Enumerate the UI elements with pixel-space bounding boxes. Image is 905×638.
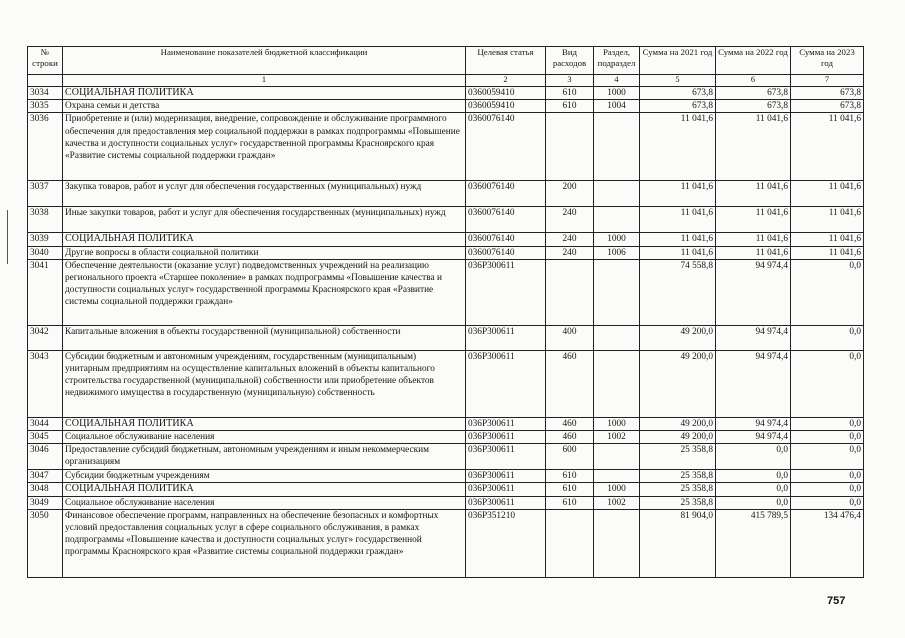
- header-sum-2022: Сумма на 2022 год: [716, 47, 791, 75]
- row-number-cell: 3035: [28, 100, 63, 113]
- target-article-cell: 036P351210: [466, 509, 546, 577]
- sum-2021-cell: 11 041,6: [640, 113, 716, 181]
- target-article-cell: 036P300611: [466, 470, 546, 483]
- row-number-cell: 3036: [28, 113, 63, 181]
- table-row: [28, 246, 864, 259]
- column-number: 2: [466, 75, 546, 87]
- indicator-name-cell: СОЦИАЛЬНАЯ ПОЛИТИКА: [63, 483, 466, 496]
- expense-type-cell: 610: [546, 470, 594, 483]
- sum-2022-cell: 11 041,6: [716, 113, 791, 181]
- target-article-cell: 036P300611: [466, 325, 546, 350]
- column-number: 3: [546, 75, 594, 87]
- target-article-cell: 036P300611: [466, 350, 546, 417]
- table-row: [28, 113, 864, 181]
- expense-type-cell: [546, 509, 594, 577]
- column-number: 7: [791, 75, 864, 87]
- sum-2022-cell: 11 041,6: [716, 207, 791, 233]
- target-article-cell: 036P300611: [466, 431, 546, 444]
- section-code-cell: 1000: [594, 417, 640, 430]
- indicator-name-cell: Финансовое обеспечение программ, направленных на обеспечение безопасных и комфортных условий предоставления социальных услуг в сфере социального обслуживания, в рамках подпрограммы «Повышение качества и доступности социальных услуг» государственной программы Красноярского края «Развитие системы социальной поддержки граждан»: [63, 509, 466, 577]
- sum-2022-cell: 94 974,4: [716, 417, 791, 430]
- row-number-cell: 3041: [28, 259, 63, 325]
- expense-type-cell: 240: [546, 233, 594, 246]
- sum-2023-cell: 11 041,6: [791, 233, 864, 246]
- target-article-cell: 0360059410: [466, 87, 546, 100]
- sum-2023-cell: 11 041,6: [791, 113, 864, 181]
- header-sum-2023: Сумма на 2023 год: [791, 47, 864, 75]
- section-code-cell: [594, 444, 640, 470]
- expense-type-cell: [546, 113, 594, 181]
- header-section: Раздел, подраздел: [594, 47, 640, 75]
- sum-2021-cell: 11 041,6: [640, 207, 716, 233]
- table-row: [28, 470, 864, 483]
- section-code-cell: [594, 470, 640, 483]
- section-code-cell: 1000: [594, 233, 640, 246]
- header-expense-type: Вид расходов: [546, 47, 594, 75]
- sum-2023-cell: 0,0: [791, 470, 864, 483]
- expense-type-cell: 610: [546, 496, 594, 509]
- budget-sheet: [27, 46, 864, 578]
- sum-2021-cell: 673,8: [640, 100, 716, 113]
- indicator-name-cell: Закупка товаров, работ и услуг для обеспечения государственных (муниципальных) нужд: [63, 181, 466, 207]
- indicator-name-cell: СОЦИАЛЬНАЯ ПОЛИТИКА: [63, 417, 466, 430]
- sum-2021-cell: 81 904,0: [640, 509, 716, 577]
- indicator-name-cell: Субсидии бюджетным учреждениям: [63, 470, 466, 483]
- sum-2022-cell: 0,0: [716, 444, 791, 470]
- column-number: 6: [716, 75, 791, 87]
- section-code-cell: 1004: [594, 100, 640, 113]
- indicator-name-cell: Охрана семьи и детства: [63, 100, 466, 113]
- header-target-article: Целевая статья: [466, 47, 546, 75]
- indicator-name-cell: Другие вопросы в области социальной политики: [63, 246, 466, 259]
- header-row-number: № строки: [28, 47, 63, 75]
- table-row: [28, 233, 864, 246]
- sum-2022-cell: 94 974,4: [716, 259, 791, 325]
- expense-type-cell: 460: [546, 350, 594, 417]
- indicator-name-cell: Социальное обслуживание населения: [63, 431, 466, 444]
- row-number-cell: 3048: [28, 483, 63, 496]
- column-number: 1: [63, 75, 466, 87]
- indicator-name-cell: Приобретение и (или) модернизация, внедрение, сопровождение и обслуживание программного обеспечения для предоставления мер социальной поддержки в рамках подпрограммы «Повышение качества и доступности социальных услуг» государственной программы Красноярского края «Развитие системы социальной поддержки граждан»: [63, 113, 466, 181]
- scan-margin-mark: [7, 210, 8, 264]
- sum-2022-cell: 0,0: [716, 496, 791, 509]
- sum-2022-cell: 94 974,4: [716, 325, 791, 350]
- sum-2022-cell: 0,0: [716, 483, 791, 496]
- section-code-cell: 1002: [594, 431, 640, 444]
- target-article-cell: 0360076140: [466, 207, 546, 233]
- row-number-cell: 3037: [28, 181, 63, 207]
- header-row: [28, 47, 864, 75]
- row-number-cell: 3042: [28, 325, 63, 350]
- table-row: [28, 207, 864, 233]
- table-row: [28, 181, 864, 207]
- target-article-cell: 036P300611: [466, 259, 546, 325]
- sum-2021-cell: 25 358,8: [640, 444, 716, 470]
- row-number-cell: 3038: [28, 207, 63, 233]
- row-number-cell: 3046: [28, 444, 63, 470]
- sum-2021-cell: 49 200,0: [640, 350, 716, 417]
- indicator-name-cell: Иные закупки товаров, работ и услуг для обеспечения государственных (муниципальных) нужд: [63, 207, 466, 233]
- row-number-cell: 3049: [28, 496, 63, 509]
- indicator-name-cell: Социальное обслуживание населения: [63, 496, 466, 509]
- sum-2021-cell: 673,8: [640, 87, 716, 100]
- table-row: [28, 100, 864, 113]
- table-row: [28, 496, 864, 509]
- sum-2021-cell: 74 558,8: [640, 259, 716, 325]
- sum-2022-cell: 0,0: [716, 470, 791, 483]
- sum-2023-cell: 0,0: [791, 483, 864, 496]
- sum-2022-cell: 11 041,6: [716, 181, 791, 207]
- sum-2021-cell: 49 200,0: [640, 431, 716, 444]
- sum-2021-cell: 11 041,6: [640, 233, 716, 246]
- sum-2023-cell: 673,8: [791, 100, 864, 113]
- expense-type-cell: 200: [546, 181, 594, 207]
- sum-2022-cell: 673,8: [716, 87, 791, 100]
- expense-type-cell: 610: [546, 483, 594, 496]
- sum-2022-cell: 94 974,4: [716, 431, 791, 444]
- sum-2022-cell: 11 041,6: [716, 233, 791, 246]
- section-code-cell: [594, 259, 640, 325]
- table-body: [28, 87, 864, 578]
- row-number-cell: 3039: [28, 233, 63, 246]
- sum-2022-cell: 415 789,5: [716, 509, 791, 577]
- table-row: [28, 483, 864, 496]
- page-number: 757: [827, 595, 846, 607]
- row-number-cell: 3045: [28, 431, 63, 444]
- expense-type-cell: 460: [546, 431, 594, 444]
- row-number-cell: 3043: [28, 350, 63, 417]
- sum-2023-cell: 134 476,4: [791, 509, 864, 577]
- table-row: [28, 87, 864, 100]
- row-number-cell: 3050: [28, 509, 63, 577]
- indicator-name-cell: СОЦИАЛЬНАЯ ПОЛИТИКА: [63, 233, 466, 246]
- budget-table: [27, 46, 864, 578]
- table-row: [28, 431, 864, 444]
- section-code-cell: [594, 113, 640, 181]
- target-article-cell: 036P300611: [466, 483, 546, 496]
- table-row: [28, 259, 864, 325]
- sum-2022-cell: 94 974,4: [716, 350, 791, 417]
- expense-type-cell: 460: [546, 417, 594, 430]
- sum-2023-cell: 0,0: [791, 350, 864, 417]
- sum-2022-cell: 11 041,6: [716, 246, 791, 259]
- column-number: [28, 75, 63, 87]
- target-article-cell: 0360076140: [466, 246, 546, 259]
- sum-2023-cell: 0,0: [791, 325, 864, 350]
- sum-2023-cell: 11 041,6: [791, 207, 864, 233]
- sum-2021-cell: 11 041,6: [640, 246, 716, 259]
- sum-2023-cell: 673,8: [791, 87, 864, 100]
- table-row: [28, 444, 864, 470]
- sum-2021-cell: 25 358,8: [640, 470, 716, 483]
- column-number: 5: [640, 75, 716, 87]
- section-code-cell: [594, 207, 640, 233]
- section-code-cell: [594, 325, 640, 350]
- target-article-cell: 0360076140: [466, 181, 546, 207]
- indicator-name-cell: Предоставление субсидий бюджетным, автономным учреждениям и иным некоммерческим организациям: [63, 444, 466, 470]
- target-article-cell: 0360076140: [466, 233, 546, 246]
- sum-2022-cell: 673,8: [716, 100, 791, 113]
- expense-type-cell: [546, 259, 594, 325]
- indicator-name-cell: СОЦИАЛЬНАЯ ПОЛИТИКА: [63, 87, 466, 100]
- expense-type-cell: 400: [546, 325, 594, 350]
- table-row: [28, 417, 864, 430]
- row-number-cell: 3044: [28, 417, 63, 430]
- section-code-cell: [594, 181, 640, 207]
- column-number-row: [28, 75, 864, 87]
- sum-2023-cell: 0,0: [791, 444, 864, 470]
- header-indicator-name: Наименование показателей бюджетной классификации: [63, 47, 466, 75]
- section-code-cell: 1000: [594, 483, 640, 496]
- table-row: [28, 509, 864, 577]
- table-row: [28, 325, 864, 350]
- expense-type-cell: 610: [546, 87, 594, 100]
- expense-type-cell: 240: [546, 207, 594, 233]
- target-article-cell: 036P300611: [466, 496, 546, 509]
- column-number: 4: [594, 75, 640, 87]
- sum-2021-cell: 49 200,0: [640, 325, 716, 350]
- section-code-cell: [594, 509, 640, 577]
- target-article-cell: 036P300611: [466, 444, 546, 470]
- sum-2021-cell: 25 358,8: [640, 483, 716, 496]
- sum-2023-cell: 11 041,6: [791, 246, 864, 259]
- sum-2023-cell: 0,0: [791, 431, 864, 444]
- expense-type-cell: 610: [546, 100, 594, 113]
- section-code-cell: 1002: [594, 496, 640, 509]
- row-number-cell: 3047: [28, 470, 63, 483]
- row-number-cell: 3040: [28, 246, 63, 259]
- sum-2023-cell: 11 041,6: [791, 181, 864, 207]
- indicator-name-cell: Капитальные вложения в объекты государственной (муниципальной) собственности: [63, 325, 466, 350]
- row-number-cell: 3034: [28, 87, 63, 100]
- target-article-cell: 036P300611: [466, 417, 546, 430]
- sum-2023-cell: 0,0: [791, 259, 864, 325]
- header-sum-2021: Сумма на 2021 год: [640, 47, 716, 75]
- expense-type-cell: 600: [546, 444, 594, 470]
- table-row: [28, 350, 864, 417]
- sum-2021-cell: 25 358,8: [640, 496, 716, 509]
- expense-type-cell: 240: [546, 246, 594, 259]
- target-article-cell: 0360076140: [466, 113, 546, 181]
- sum-2021-cell: 11 041,6: [640, 181, 716, 207]
- section-code-cell: 1006: [594, 246, 640, 259]
- section-code-cell: 1000: [594, 87, 640, 100]
- indicator-name-cell: Обеспечение деятельности (оказание услуг) подведомственных учреждений на реализацию регионального проекта «Старшее поколение» в рамках подпрограммы «Повышение качества и доступности социальных услуг» государственной программы Красноярского края «Развитие системы социальной поддержки граждан»: [63, 259, 466, 325]
- sum-2023-cell: 0,0: [791, 417, 864, 430]
- sum-2021-cell: 49 200,0: [640, 417, 716, 430]
- section-code-cell: [594, 350, 640, 417]
- indicator-name-cell: Субсидии бюджетным и автономным учреждениям, государственным (муниципальным) унитарным предприятиям на осуществление капитальных вложений в объекты капитального строительства государственной (муниципальной) собственности или приобретение объектов недвижимого имущества в государственную (муниципальную) собственность: [63, 350, 466, 417]
- target-article-cell: 0360059410: [466, 100, 546, 113]
- sum-2023-cell: 0,0: [791, 496, 864, 509]
